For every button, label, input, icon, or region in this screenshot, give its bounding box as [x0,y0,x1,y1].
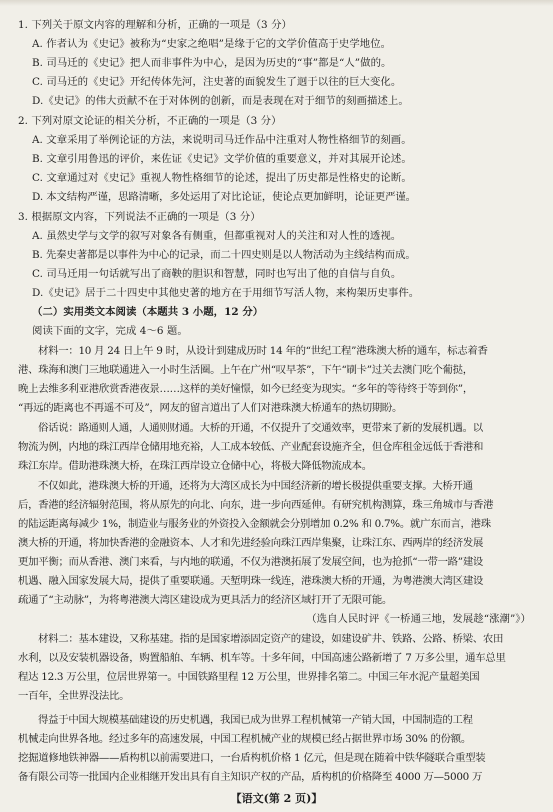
material-1-para-3-line-7: 疏通了“主动脉”，为将粤港澳大湾区建设成为更具活力的经济区域打开了无限可能。 [18,594,393,606]
section-heading: （二）实用类文本阅读（本题共 3 小题，12 分） [32,306,264,318]
question-1-option-a: A. 作者认为《史记》被称为“史家之绝唱”是缘于它的文学价值高于史学地位。 [32,38,392,50]
material-2-line-2: 水利，以及安装机器设备，购置船舶、车辆、机车等。十多年间，中国高速公路新增了 7 万多公里，通车总里 [18,652,506,664]
footer-bracket-left: 【 [230,792,242,805]
footer-label: 语文(第 2 页) [241,792,312,805]
footer-bracket-right: 】 [311,792,323,805]
question-3-option-b: B. 先秦史著都是以事件为中心的记录，而二十四史则是以人物活动为主线结构而成。 [32,249,416,261]
material-1-para-3-line-6: 机遇、融入国家发展大局，提供了重要联通。天堑明珠一线连，港珠澳大桥的开通，为粤港澳大湾区建设 [18,575,484,587]
material-2-line-4: 一百年，全世界没法比。 [18,690,130,702]
question-2-stem: 2. 下列对原文论证的相关分析，不正确的一项是（3 分） [18,115,282,127]
material-2-para-2-line-2: 机械走向世界各地。经过多年的高速发展，中国工程机械产业的规模已经占据世界市场 30% 的份额。 [18,733,471,745]
question-1-option-c: C. 司马迁的《史记》开纪传体先河，注史著的面貌发生了迥于以往的巨大变化。 [32,76,402,88]
question-3-option-d: D.《史记》居于二十四史中其他史著的地方在于用细节写活人物，来构架历史事件。 [32,287,420,299]
top-shadow [0,0,553,6]
page-footer [0,792,553,806]
material-1-para-3-line-2: 后，香港的经济辐射范围，将从原先的向北、向东，进一步向西延伸。有研究机构测算，珠三角城市与香港 [18,499,494,511]
material-1-para-2-line-3: 珠江东岸。借助港珠澳大桥，在珠江西岸设立仓储中心，将极大降低物流成本。 [18,460,372,472]
material-2-line-3: 程达 12.3 万公里，位居世界第一。中国铁路里程 12 万公里，世界排名第二。中国三年水泥产量超美国 [18,671,480,683]
question-3-option-c: C. 司马迁用一句话就写出了商鞅的胆识和智慧，同时也写出了他的自信与自负。 [32,268,402,280]
material-1-para-2-line-1: 俗话说：路通则人通，人通则财通。大桥的开通，不仅提升了交通效率，更带来了新的发展机遇。以 [38,422,483,434]
material-1-source: （选自人民时评《一桥通三地，发展趁“涨潮”》） [306,613,531,625]
material-2-para-2-line-1: 得益于中国大规模基础建设的历史机遇，我国已成为世界工程机械第一产销大国，中国制造的工程 [38,714,473,726]
material-1-para-3-line-5: 更加平衡；而从香港、澳门来看，与内地的联通，不仅为港澳拓展了发展空间，也为抢抓“一带一路”建设 [18,556,484,568]
material-1-line-1: 材料一：10 月 24 日上午 9 时，从设计到建成历时 14 年的“世纪工程”港珠澳大桥的通车，标志着香 [38,345,488,357]
question-1-option-d: D.《史记》的伟大贡献不在于对体例的创新，而是表现在对于细节的刻画描述上。 [32,95,409,107]
question-1-option-b: B. 司马迁的《史记》把人而非事件为中心，是因为历史的“事”都是“人”做的。 [32,57,392,69]
material-2-para-2-line-3: 挖掘道修地铁神器——盾构机以前需要进口，一台盾构机价格 1 亿元，但是现在随着中铁华隧联合重型装 [18,752,486,764]
material-1-para-3-line-1: 不仅如此，港珠澳大桥的开通，还将为大湾区成长为中国经济新的增长极提供重要支撑。大桥开通 [38,480,473,492]
material-1-para-3-line-3: 的陆运距离每减少 1%，制造业与服务业的外资投入金额就会分别增加 0.2% 和 0.7%。就广东而言，港珠 [18,518,491,530]
material-1-line-3: 晚上去维多利亚港欣赏香港夜景……这样的美好憧憬，如今已经变为现实。“多年的等待终于等到你”， [18,383,473,395]
question-3-option-a: A. 虽然史学与文学的叙写对象各有侧重，但都重视对人的关注和对人性的透视。 [32,230,402,242]
material-1-line-4: “再远的距离也不再遥不可及”，网友的留言道出了人们对港珠澳大桥通车的热切期盼。 [18,402,403,414]
material-1-line-2: 港、珠海和澳门三地联通进入一小时生活圈。上午在广州“叹早茶”，下午“刷卡”过关去澳门吃个葡挞， [18,364,473,376]
material-1-para-3-line-4: 澳大桥的开通，将加快香港的金融资本、人才和先进经验向珠江西岸集聚，让珠江东、西两岸的经济发展 [18,537,484,549]
instruction: 阅读下面的文字，完成 4～6 题。 [32,325,188,337]
question-2-option-b: B. 文章引用鲁迅的评价，来佐证《史记》文学价值的重要意义，并对其展开论述。 [32,153,412,165]
material-2-line-1: 材料二：基本建设，又称基建。指的是国家增添固定资产的建设，如建设矿井、铁路、公路、桥梁、农田 [38,633,504,645]
question-3-stem: 3. 根据原文内容，下列说法不正确的一项是（3 分） [18,211,261,223]
question-2-option-a: A. 文章采用了举例论证的方法，来说明司马迁作品中注重对人物性格细节的刻画。 [32,134,412,146]
question-2-option-d: D. 本文结构严谨，思路清晰，多处运用了对比论证，使论点更加鲜明，论证更严谨。 [32,191,416,203]
material-2-para-2-line-4: 备有限公司等一批国内企业相继开发出具有自主知识产权的产品，盾构机的价格降至 4000 万—5000 万 [18,771,483,783]
question-2-option-c: C. 文章通过对《史记》重视人物性格细节的论述，提出了历史都是性格史的论断。 [32,172,412,184]
material-1-para-2-line-2: 物流为例，内地的珠江西岸仓储用地充裕，人工成本较低、产业配套设施齐全，但仓库租金远低于香港和 [18,441,484,453]
question-1-stem: 1. 下列关于原文内容的理解和分析，正确的一项是（3 分） [18,19,292,31]
